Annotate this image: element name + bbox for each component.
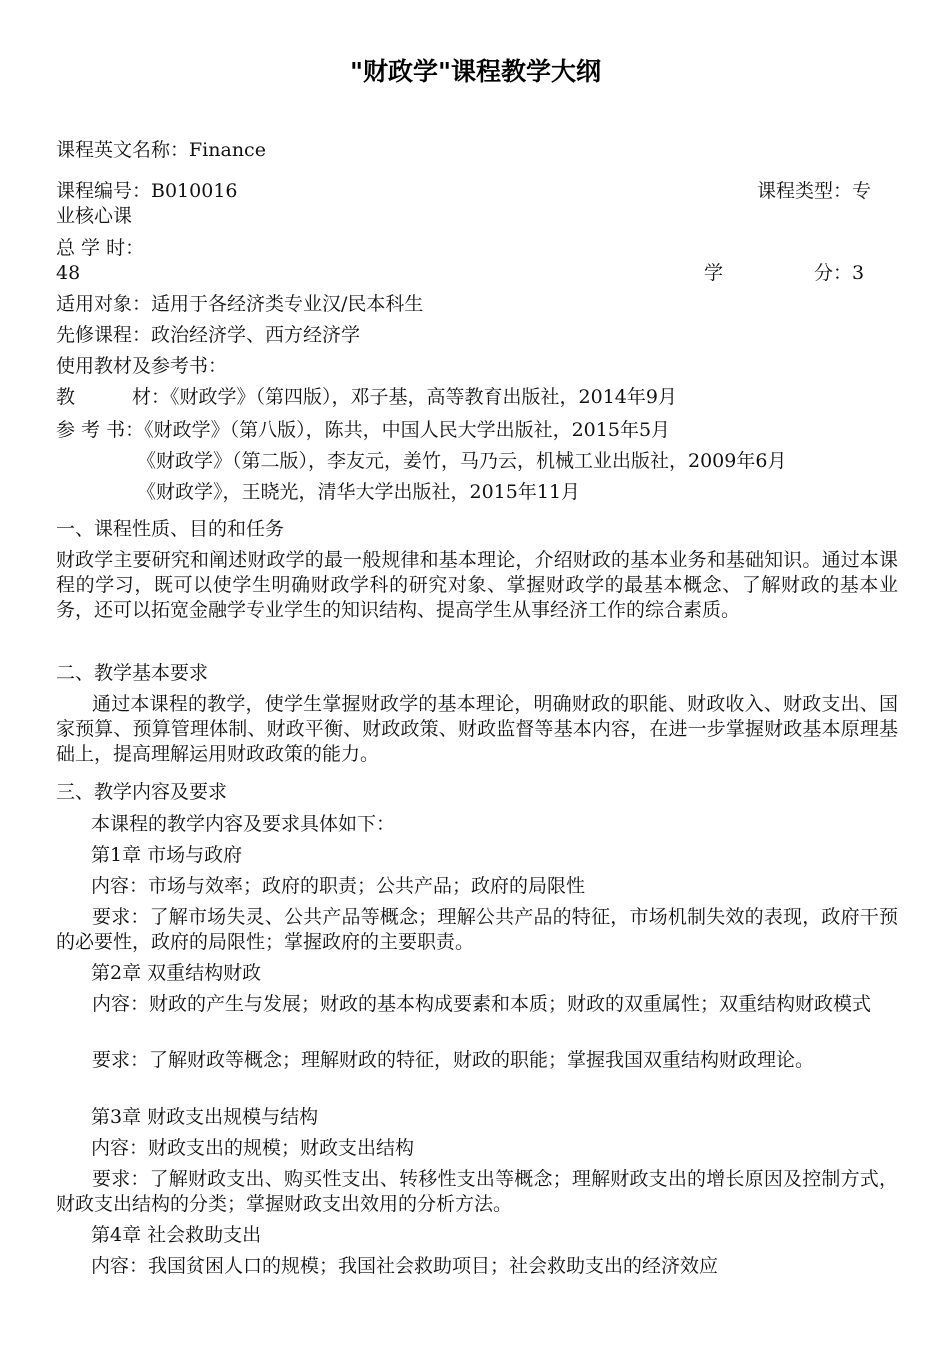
chapter-4-title: 第4章 社会救助支出 [91,1224,262,1246]
section-2-body: 通过本课程的教学，使学生掌握财政学的基本理论，明确财政的职能、财政收入、财政支出、国家预算、预算管理体制、财政平衡、财政政策、财政监督等基本内容，在进一步掌握财政基本原理基础上，提高理解运用财政政策的能力。 [56,693,898,765]
chapter-2-content: 内容：财政的产生与发展；财政的基本构成要素和本质；财政的双重属性；双重结构财政模式 [92,993,872,1015]
chapter-4-content: 内容：我国贫困人口的规模；我国社会救助项目；社会救助支出的经济效应 [91,1255,719,1277]
credit-value: 分：3 [814,262,865,284]
section-3-heading: 三、教学内容及要求 [56,781,228,803]
total-hours-value: 48 [56,262,81,284]
total-hours-label: 总 学 时： [56,237,145,259]
chapter-2-requirements: 要求：了解财政等概念；理解财政的特征，财政的职能；掌握我国双重结构财政理论。 [92,1049,815,1071]
chapter-3-title: 第3章 财政支出规模与结构 [91,1106,319,1128]
reference-label: 参 考 书： [56,419,145,441]
document-title: "财政学"课程教学大纲 [349,57,602,86]
reference-3: 《财政学》，王晓光，清华大学出版社，2015年11月 [137,481,581,503]
reference-2: 《财政学》（第二版），李友元，姜竹，马乃云，机械工业出版社，2009年6月 [137,450,787,472]
course-code: 课程编号：B010016 [56,180,238,202]
section-3-intro: 本课程的教学内容及要求具体如下： [91,813,396,835]
chapter-3-requirements: 要求：了解财政支出、购买性支出、转移性支出等概念；理解财政支出的增长原因及控制方式，财政支出结构的分类；掌握财政支出效用的分析方法。 [56,1168,898,1215]
textbook-value: 《财政学》（第四版），邓子基，高等教育出版社，2014年9月 [170,386,677,408]
reference-value: 《财政学》（第八版），陈共，中国人民大学出版社，2015年5月 [144,419,671,441]
section-1-heading: 一、课程性质、目的和任务 [56,518,285,540]
textbook-label: 教 材： [56,386,171,408]
prerequisites: 先修课程：政治经济学、西方经济学 [56,324,361,346]
reference-1 [56,418,670,442]
chapter-1-content: 内容：市场与效率；政府的职责；公共产品；政府的局限性 [91,875,586,897]
materials-heading: 使用教材及参考书： [56,355,228,377]
chapter-2-title: 第2章 双重结构财政 [91,962,262,984]
audience: 适用对象：适用于各经济类专业汉/民本科生 [56,293,424,315]
credit-label: 学 [704,262,724,284]
chapter-1-title: 第1章 市场与政府 [91,844,243,866]
course-type-continued: 业核心课 [56,205,133,227]
section-2-heading: 二、教学基本要求 [56,662,209,684]
course-type: 课程类型：专 [757,180,872,202]
english-name: 课程英文名称：Finance [56,139,266,161]
chapter-3-content: 内容：财政支出的规模；财政支出结构 [91,1137,415,1159]
section-1-body: 财政学主要研究和阐述财政学的最一般规律和基本理论，介绍财政的基本业务和基础知识。通过本课程的学习，既可以使学生明确财政学科的研究对象、掌握财政学的最基本概念、了解财政的基本业务，还可以拓宽金融学专业学生的知识结构、提高学生从事经济工作的综合素质。 [56,549,898,621]
textbook [56,385,677,409]
chapter-1-requirements: 要求：了解市场失灵、公共产品等概念；理解公共产品的特征，市场机制失效的表现，政府干预的必要性，政府的局限性；掌握政府的主要职责。 [56,906,898,953]
